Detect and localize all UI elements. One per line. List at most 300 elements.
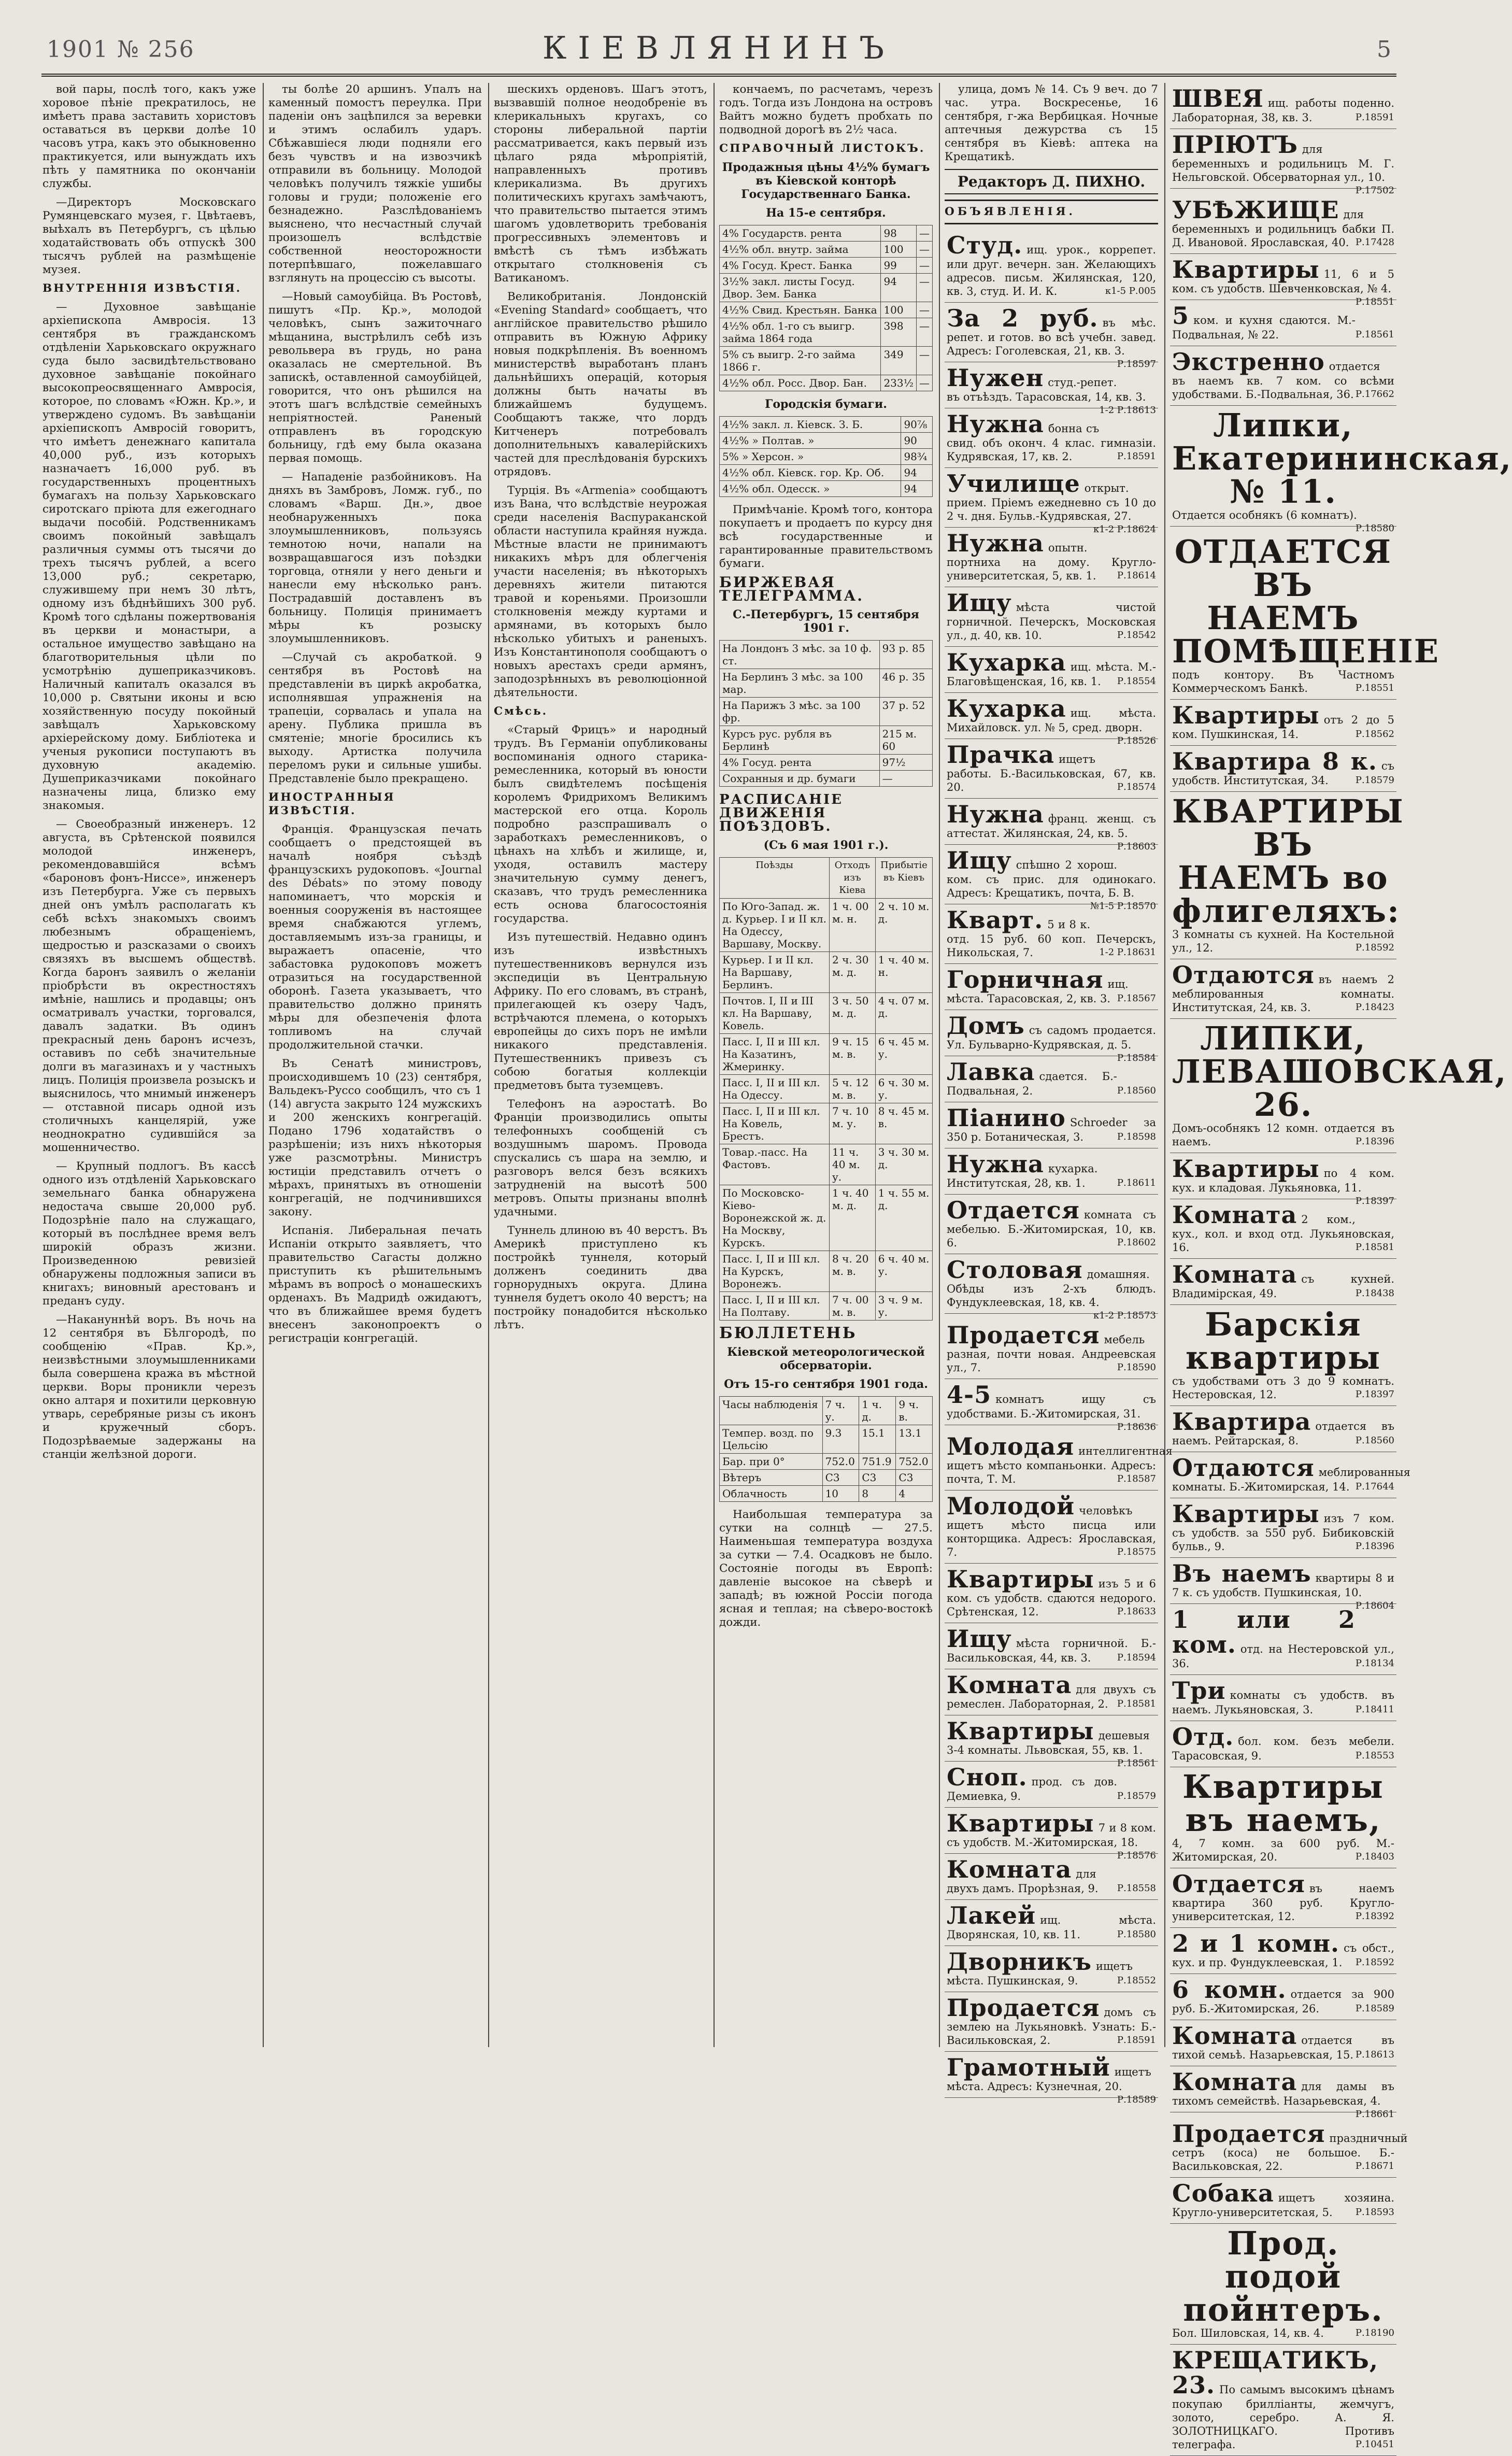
ad-code: Р.18561 <box>1355 329 1394 340</box>
table-cell: 11 ч. 40 м. у. <box>830 1144 876 1185</box>
ad-code: Р.18396 <box>1355 1136 1394 1147</box>
ad-text: мѣста чистой горничной. Печерскъ, Московская ул., д. 40, кв. 10. <box>947 601 1156 642</box>
ad-code: Р.18589 <box>1355 2003 1394 2014</box>
ad-text: Бол. Шиловская, 14, кв. 4. <box>1172 2327 1324 2339</box>
table-cell: 4½% Свид. Крестьян. Банка <box>720 302 881 318</box>
table-cell: 15.1 <box>859 1425 896 1454</box>
table-cell: 4% Госуд. Крест. Банка <box>720 258 881 274</box>
ad-text: съ обст., кух. и пр. Фундуклеевская, 1. <box>1172 1942 1394 1969</box>
table-cell: — <box>917 375 933 391</box>
table-cell: 97½ <box>879 755 932 771</box>
ad-keyword: Квартиры <box>1172 1155 1320 1183</box>
ad-keyword: Кухарка <box>947 648 1066 676</box>
ad-code: Р.18581 <box>1117 1698 1156 1709</box>
ad-keyword: 1 или 2 ком. <box>1172 1606 1356 1658</box>
ad-code: Р.18553 <box>1355 1750 1394 1761</box>
classified-ad <box>945 1379 1158 1432</box>
column-header: Отходъ изъ Кіева <box>830 858 876 899</box>
ad-code: Р.18411 <box>1355 1704 1394 1715</box>
classified-ad <box>1170 2066 1396 2120</box>
ad-keyword: Нужна <box>947 529 1044 557</box>
ad-keyword: Грамотный <box>947 2053 1110 2081</box>
train-row <box>720 1185 933 1251</box>
ad-keyword: Квартиры въ наемъ, <box>1182 1768 1384 1839</box>
classified-ad <box>1170 1675 1396 1721</box>
classified-ad <box>1170 189 1396 254</box>
train-row <box>720 899 933 952</box>
table-cell: 4½% обл. Росс. Двор. Бан. <box>720 375 881 391</box>
ad-text: въ наемъ квартира 360 руб. Кругло-университетская, 12. <box>1172 1882 1394 1923</box>
ad-code: Р.18551 <box>1355 683 1394 693</box>
table-cell: Курьер. I и II кл. На Варшаву, Берлинъ. <box>720 952 830 993</box>
ad-keyword: КРЕЩАТИКЪ, 23. <box>1172 2346 1378 2399</box>
table-cell: 1 ч. д. <box>859 1397 896 1425</box>
column-divider <box>714 83 715 2047</box>
ad-text: кухарка. Институтская, 28, кв. 1. <box>947 1162 1098 1189</box>
classified-ad <box>1170 129 1396 196</box>
article-text: Изъ путешествій. Недавно одинъ изъ извѣстныхъ путешественниковъ вернулся изъ экспедиціи въ Центральную Африку. По его словамъ, въ странѣ, прилегающей къ озеру Чадъ, встрѣчаются племена, о которыхъ европейцы до сихъ поръ не имѣли никакого представленія. Путешественникъ привезъ съ собою богатыя коллекціи предметовъ быта туземцевъ. <box>494 931 707 1092</box>
table-cell: 9.3 <box>822 1425 859 1454</box>
ad-text: отдается въ наемъ кв. 7 ком. со всѣми удобствами. Б.-Подвальная, 36. <box>1172 360 1394 401</box>
ad-text: подъ контору. Въ Частномъ Коммерческомъ Банкѣ. <box>1172 669 1394 694</box>
table-cell: Курсъ рус. рубля въ Берлинѣ <box>720 726 880 755</box>
ad-code: Р.18593 <box>1355 2207 1394 2218</box>
ad-code: Р.17644 <box>1355 1481 1394 1492</box>
table-cell: 99 <box>881 258 917 274</box>
ad-code: Р.18633 <box>1117 1606 1156 1617</box>
table-cell: 5 ч. 12 м. в. <box>830 1075 876 1103</box>
reference-title: СПРАВОЧНЫЙ ЛИСТОКЪ. <box>719 142 925 155</box>
table-cell: Бар. при 0° <box>720 1454 823 1470</box>
ad-code: Р.18589 <box>1117 2094 1156 2105</box>
table-cell: — <box>917 302 933 318</box>
meteo-row <box>720 1454 933 1470</box>
ad-keyword: Отд. <box>1172 1723 1234 1751</box>
classified-ad <box>945 1148 1158 1195</box>
table-cell: 94 <box>901 465 933 481</box>
classified-ad <box>945 647 1158 693</box>
ad-text: дешевыя 3-4 комнаты. Львовская, 55, кв. 1. <box>947 1729 1150 1756</box>
ad-code: Р.18397 <box>1355 1389 1394 1400</box>
ad-text: интеллигентная ищетъ мѣсто компаньонки. Адресъ: почта, Т. М. <box>947 1445 1173 1485</box>
classified-ad <box>945 1669 1158 1715</box>
table-cell: 5% » Херсон. » <box>720 449 901 465</box>
classified-ad <box>1170 2112 1408 2178</box>
ad-code: к1-2 Р.18624 <box>1093 524 1156 535</box>
column-3 <box>494 83 707 2052</box>
table-cell: 4½% обл. внутр. займа <box>720 242 881 258</box>
ad-code: 1-2 Р.18631 <box>1099 947 1156 958</box>
ad-code: Р.18190 <box>1355 2327 1394 2338</box>
classified-ad <box>945 1425 1173 1490</box>
ad-text: бол. ком. безъ мебели. Тарасовская, 9. <box>1172 1735 1394 1762</box>
ad-text: 7 и 8 ком. съ удобств. М.-Житомирская, 18. <box>947 1822 1156 1849</box>
ad-text: 3 комнаты съ кухней. На Костельной ул., 12. <box>1172 928 1394 954</box>
meteo-row <box>720 1425 933 1454</box>
meteo-date: Отъ 15-го сентября 1901 года. <box>724 1378 928 1391</box>
table-cell: Пасс. I, II и III кл. На Одессу. <box>720 1075 830 1103</box>
classified-ad <box>1170 1019 1507 1153</box>
bond-row <box>720 258 933 274</box>
classified-ad <box>945 845 1158 912</box>
ad-code: Р.18526 <box>1117 735 1156 746</box>
column-header: Поѣзды <box>720 858 830 899</box>
ad-keyword: Нужна <box>947 1150 1044 1178</box>
ad-text: ищ. работы поденно. Лабораторная, 38, кв. 3. <box>1172 97 1394 124</box>
table-cell: C3 <box>859 1470 896 1486</box>
ad-keyword: Нужна <box>947 800 1044 828</box>
ad-code: Р.18591 <box>1117 451 1156 462</box>
classified-ad <box>1170 700 1396 746</box>
ad-keyword: 2 и 1 комн. <box>1172 1929 1340 1957</box>
table-cell: 94 <box>881 274 917 302</box>
ad-keyword: Продается <box>947 1994 1100 2022</box>
meteo-title: БЮЛЛЕТЕНЬ <box>719 1324 857 1342</box>
ad-text: съ удобств. Институтская, 34. <box>1172 760 1394 787</box>
article-text: «Старый Фрицъ» и народный трудъ. Въ Германіи опубликованы воспоминанія одного старика-ремесленника, который въ юности былъ свидѣтелемъ посѣщенія королемъ Фридрихомъ Великимъ мастерской его отца. Король подробно разспрашивалъ о заработкахъ ремесленниковъ, о цѣнахъ на хлѣбъ и жилище, и, уходя, оставилъ мастеру значительную сумму денегъ, сказавъ, что трудъ ремесленника есть основа благосостоянія государства. <box>494 723 707 925</box>
ad-code: Р.18594 <box>1117 1652 1156 1663</box>
ad-text: съ кухней. Владимірская, 49. <box>1172 1273 1394 1300</box>
ad-keyword: Комната <box>1172 2068 1297 2096</box>
table-cell: — <box>917 318 933 347</box>
ad-keyword: Продается <box>1172 2120 1325 2148</box>
table-cell: 4 <box>896 1486 933 1502</box>
ad-code: Р.17662 <box>1355 389 1394 400</box>
city-bonds-title: Городскія бумаги. <box>765 397 887 411</box>
ad-keyword: 6 комн. <box>1172 1976 1287 2004</box>
ad-keyword: ПРІЮТЪ <box>1172 131 1298 159</box>
ads-list <box>945 230 1173 2105</box>
bond-row <box>720 318 933 347</box>
bond-row <box>720 302 933 318</box>
ads-title: ОБЪЯВЛЕНІЯ. <box>945 200 1158 224</box>
table-cell: 98¾ <box>901 449 933 465</box>
exchange-row <box>720 641 933 669</box>
ad-keyword: Горничная <box>947 966 1104 993</box>
ad-code: Р.18576 <box>1117 1850 1156 1861</box>
classified-ad <box>1170 1767 1396 1868</box>
train-row <box>720 1251 933 1292</box>
classified-ad <box>945 1946 1158 1992</box>
ad-keyword: За 2 руб. <box>947 304 1099 332</box>
classified-ad <box>1170 1452 1410 1498</box>
ad-keyword: Комната <box>1172 1260 1297 1288</box>
ad-text: спѣшно 2 хорош. ком. съ прис. для одинокаго. Адресъ: Крещатикъ, почта, Б. В. <box>947 859 1156 899</box>
schedule-subtitle: (Съ 6 мая 1901 г.). <box>763 839 889 852</box>
exchange-row <box>720 755 933 771</box>
classified-ad <box>1170 1259 1396 1305</box>
article-text: вой пары, послѣ того, какъ уже хоровое пѣніе прекратилось, не имѣетъ права заставить хористовъ оставаться въ церкви долѣе 10 часовъ утра, какъ это обыкновенно практикуется, или вынуждать ихъ пѣть у памятника по окончаніи службы. <box>42 83 256 190</box>
ad-text: бонна съ свид. объ оконч. 4 клас. гимназіи. Кудрявская, 17, кв. 2. <box>947 422 1156 463</box>
ad-code: Р.18560 <box>1117 1085 1156 1096</box>
column-5 <box>945 83 1173 2105</box>
table-cell: 4 ч. 07 м. д. <box>875 993 932 1034</box>
classified-ad <box>1170 1406 1396 1452</box>
ad-code: Р.18579 <box>1355 775 1394 786</box>
ad-keyword: Барскія квартиры <box>1185 1305 1381 1376</box>
ad-text: ищ. урок., коррепет. или друг. вечерн. зан. Желающихъ адресов. письм. Жилянская, 120, кв. 3, студ. И. И. К. <box>947 244 1156 297</box>
table-cell: 90 <box>901 433 933 449</box>
newspaper-title: КІЕВЛЯНИНЪ <box>542 30 896 66</box>
ad-code: Р.18587 <box>1117 1473 1156 1484</box>
bond-table <box>719 225 933 391</box>
table-cell: 3 ч. 50 м. д. <box>830 993 876 1034</box>
ad-code: Р.18580 <box>1355 523 1394 534</box>
ad-keyword: Квартиры <box>947 1565 1094 1593</box>
bond-row <box>720 375 933 391</box>
table-cell: 233½ <box>881 375 917 391</box>
bond-row <box>720 347 933 375</box>
ad-keyword: Комната <box>1172 1201 1297 1229</box>
classified-ad <box>1170 1604 1396 1675</box>
classified-ad <box>945 468 1158 535</box>
meteo-table <box>719 1396 933 1502</box>
ad-keyword: Комната <box>947 1671 1072 1699</box>
section-title-domestic: ВНУТРЕННІЯ ИЗВѢСТІЯ. <box>42 282 242 295</box>
table-cell: 100 <box>881 242 917 258</box>
table-cell: 7 ч. у. <box>822 1397 859 1425</box>
table-cell: 4½% » Полтав. » <box>720 433 901 449</box>
exchange-title: БИРЖЕВАЯ ТЕЛЕГРАММА. <box>719 574 864 604</box>
ad-keyword: Нужен <box>947 364 1044 392</box>
article-text: Телефонъ на аэростатѣ. Во Франціи производились опыты телефонныхъ сообщеній съ воздушнымъ шаромъ. Провода спускались съ шара на землю, и разговоръ велся безъ всякихъ затрудненій на высотѣ 500 метровъ. Опыты признаны вполнѣ удачными. <box>494 1098 707 1218</box>
table-cell: — <box>879 771 932 787</box>
ad-text: квартиры 8 и 7 к. съ удобств. Пушкинская, 10. <box>1172 1572 1395 1599</box>
ad-code: Р.18552 <box>1117 1975 1156 1986</box>
ad-text: Отдается особнякъ (6 комнатъ). <box>1172 509 1357 521</box>
table-cell: 10 <box>822 1486 859 1502</box>
table-cell: 6 ч. 30 м. у. <box>875 1075 932 1103</box>
table-cell: На Парижъ 3 мѣс. за 100 фр. <box>720 698 880 726</box>
bond-row <box>720 242 933 258</box>
ad-text: комнаты съ удобств. въ наемъ. Лукьяновская, 3. <box>1172 1689 1394 1716</box>
classified-ad <box>1170 406 1512 534</box>
ads-list <box>1170 83 1512 2456</box>
ad-text: ищ. мѣста. М.-Благовѣщенская, 16, кв. 1. <box>947 661 1156 688</box>
article-text: шескихъ орденовъ. Шагъ этотъ, вызвавшій полное неодобреніе въ клерикальныхъ кругахъ, со стороны либеральной партіи рассматривается, какъ первый изъ цѣлаго ряда мѣропріятій, направленныхъ противъ клерикализма. Въ другихъ политическихъ кругахъ замѣчаютъ, что правительство пытается этимъ шагомъ удовлетворить требованія прогрессивныхъ элементовъ и вмѣстѣ съ тѣмъ избѣжать открытаго столкновенія съ Ватиканомъ. <box>494 83 707 285</box>
ad-text: въ наемъ 2 меблированныя комнаты. Институтская, 24, кв. 3. <box>1172 973 1394 1014</box>
classified-ad <box>945 528 1158 587</box>
table-cell: Вѣтеръ <box>720 1470 823 1486</box>
masthead <box>41 27 1396 77</box>
ad-code: Р.18590 <box>1117 1362 1156 1373</box>
train-row <box>720 1034 933 1075</box>
ad-keyword: Квартиры <box>1172 701 1320 729</box>
table-cell: 4½% закл. л. Кіевск. З. Б. <box>720 417 901 433</box>
table-cell: На Берлинъ 3 мѣс. за 100 мар. <box>720 669 880 698</box>
meteo-note: Наибольшая температура за сутки на солнцѣ — 27.5. Наименьшая температура воздуха за сутки — 7.4. Осадковъ не было. Состояніе погоды въ Европѣ: давленіе высокое на сѣверѣ и западѣ; въ южной Россіи погода ясная и теплая; на сѣверо-востокѣ дожди. <box>719 1508 933 1629</box>
ad-keyword: Ищу <box>947 1625 1012 1653</box>
ad-text: мѣста горничной. Б.-Васильковская, 44, кв. 3. <box>947 1637 1156 1664</box>
ad-code: Р.18591 <box>1355 112 1394 123</box>
table-cell: 4½% обл. Одесск. » <box>720 481 901 497</box>
ad-text: съ удобствами отъ 3 до 9 комнатъ. Нестеровская, 12. <box>1172 1375 1394 1401</box>
classified-ad <box>945 1992 1158 2052</box>
ad-keyword: Квартиры <box>947 1717 1094 1745</box>
table-cell: 1 ч. 40 м. д. <box>830 1185 876 1251</box>
table-cell: 3 ч. 9 м. у. <box>875 1292 932 1321</box>
ad-text: Schroeder за 350 р. Ботаническая, 3. <box>947 1116 1156 1143</box>
ad-text: 4, 7 комн. за 600 руб. М.-Житомирская, 20. <box>1172 1837 1394 1863</box>
ad-text: отд. на Нестеровской ул., 36. <box>1172 1643 1394 1670</box>
table-cell: 3½% закл. листы Госуд. Двор. Зем. Банка <box>720 274 881 302</box>
train-row <box>720 1144 933 1185</box>
column-divider <box>939 83 940 2047</box>
ad-text: для двухъ дамъ. Прорѣзная, 9. <box>947 1868 1099 1895</box>
ad-keyword: Кварт. <box>947 906 1044 934</box>
ad-keyword: Молодая <box>947 1432 1075 1460</box>
classified-ad <box>945 693 1158 746</box>
ad-text: мебель разная, почти новая. Андреевская ул., 7. <box>947 1333 1156 1374</box>
table-cell: 6 ч. 40 м. у. <box>875 1251 932 1292</box>
table-cell: По Юго-Запад. ж. д. Курьер. I и II кл. На Одессу, Варшаву, Москву. <box>720 899 830 952</box>
ad-keyword: Домъ <box>947 1012 1025 1040</box>
ad-keyword: Отдается <box>947 1196 1080 1224</box>
ad-keyword: УБѢЖИЩЕ <box>1172 196 1339 224</box>
ad-keyword: Лавка <box>947 1058 1035 1086</box>
ad-keyword: Квартиры <box>1172 255 1320 283</box>
ad-text: для беременныхъ и родильницъ бабки П. Д. Ивановой. Ярославская, 40. <box>1172 208 1394 249</box>
column-6 <box>1170 83 1512 2451</box>
table-cell: C3 <box>896 1470 933 1486</box>
table-cell: 5% съ выигр. 2-го займа 1866 г. <box>720 347 881 375</box>
column-divider <box>488 83 489 2047</box>
ad-keyword: Отдается <box>1172 1870 1305 1898</box>
column-1 <box>42 83 256 2052</box>
ad-text: меблированныя комнаты. Б.-Житомирская, 14. <box>1172 1466 1410 1493</box>
editor-line: Редакторъ Д. ПИХНО. <box>945 169 1158 194</box>
classified-ad <box>1170 1199 1396 1259</box>
table-cell: C3 <box>822 1470 859 1486</box>
table-cell: 90⅞ <box>901 417 933 433</box>
article-text: — Своеобразный инженеръ. 12 августа, въ Срѣтенской появился молодой инженеръ, рекомендовавшійся всѣмъ «бароновъ фонъ-Ниссе», инженеръ изъ Петербурга. Уже съ первыхъ дней онъ умѣлъ располагать къ себѣ всѣхъ знакомыхъ своимъ любезнымъ обращеніемъ, щедростью и разсказами о своихъ связяхъ въ высшемъ обществѣ. Когда баронъ заявилъ о желаніи пріобрѣсти въ окрестностяхъ имѣніе, нашлись и продавцы; онъ осматривалъ участки, торговался, давалъ задатки. Въ одинъ прекрасный день баронъ исчезъ, оставивъ по себѣ значительные долги въ магазинахъ и у частныхъ лицъ. Полиція произвела розыскъ и выяснилось, что мнимый инженеръ — отставной писарь одной изъ столичныхъ канцелярій, уже неоднократно судившійся за мошенничество. <box>42 818 256 1154</box>
ad-keyword: ЛИПКИ, ЛЕВАШОВСКАЯ, 26. <box>1172 1019 1507 1124</box>
ad-text: По самымъ высокимъ цѣнамъ покупаю брилліанты, жемчугъ, золото, серебро. А. Я. ЗОЛОТНИЦКАГО. Противъ телеграфа. <box>1172 2383 1394 2451</box>
ad-code: Р.18604 <box>1355 1600 1394 1611</box>
ad-keyword: ОТДАЕТСЯ ВЪ НАЕМЪ ПОМѢЩЕНІЕ <box>1172 533 1440 670</box>
ad-text: праздничный сетръ (коса) не большое. Б.-Васильковская, 22. <box>1172 2132 1408 2173</box>
classified-ad <box>945 1808 1158 1861</box>
table-cell: 37 р. 52 <box>879 698 932 726</box>
ad-code: Р.18591 <box>1117 2035 1156 2046</box>
article-text: улица, домъ № 14. Съ 9 веч. до 7 час. утра. Воскресенье, 16 сентября, г-жа Вербицкая. Ночные аптечныя дежурства съ 15 сентября въ Кіевѣ: аптека на Крещатикѣ. <box>945 83 1158 163</box>
ad-keyword: Квартиры <box>1172 1500 1320 1528</box>
ad-text: опытн. портниха на дому. Кругло-университетская, 5, кв. 1. <box>947 542 1156 582</box>
ad-code: Р.18579 <box>1117 1791 1156 1801</box>
issue-number: 1901 № 256 <box>47 36 195 63</box>
train-row <box>720 952 933 993</box>
article-text: Великобританія. Лондонскій «Evening Standard» сообщаетъ, что англійское правительство рѣшило отправить въ Южную Африку новыя подкрѣпленія. Въ военномъ министерствѣ выработанъ планъ дальнѣйшихъ операцій, которыя должны быть начаты въ ближайшемъ будущемъ. Сообщаютъ также, что лордъ Китченеръ потребовалъ дополнительныхъ кавалерійскихъ частей для преслѣдованія бурскихъ отрядовъ. <box>494 290 707 478</box>
ad-keyword: Квартира 8 к. <box>1172 747 1377 775</box>
classified-ad <box>945 408 1158 468</box>
classified-ad <box>1170 2224 1396 2345</box>
table-cell: Пасс. I, II и III кл. На Казатинъ, Жмеринку. <box>720 1034 830 1075</box>
ad-keyword: ШВЕЯ <box>1172 84 1264 112</box>
ad-code: Р.18134 <box>1355 1658 1394 1669</box>
table-cell: 8 ч. 45 м. в. <box>875 1103 932 1144</box>
ad-text: отдается въ тихой семьѣ. Назарьевская, 15. <box>1172 2034 1394 2061</box>
table-cell: 752.0 <box>896 1454 933 1470</box>
classified-ad <box>1170 1498 1396 1558</box>
ad-keyword: Квартира <box>1172 1408 1311 1436</box>
ad-code: Р.18567 <box>1117 993 1156 1004</box>
ad-code: Р.18560 <box>1355 1435 1394 1446</box>
exchange-table <box>719 640 933 787</box>
ad-code: Р.18661 <box>1355 2109 1394 2120</box>
article-text: —Случай съ акробаткой. 9 сентября въ Ростовѣ на представленіи въ циркѣ акробатка, исполнявшая упражненія на трапеціи, сорвалась и упала на арену. Публика пришла въ смятеніе; многіе бросились къ выходу. Артистка получила переломъ руки и сильные ушибы. Представленіе было прекращено. <box>268 651 482 785</box>
column-divider <box>1164 83 1165 2047</box>
classified-ad <box>1170 959 1396 1019</box>
ad-keyword: КВАРТИРЫ ВЪ НАЕМЪ во флигеляхъ: <box>1172 792 1404 930</box>
ad-text: для дамы въ тихомъ семействѣ. Назарьевская, 4. <box>1172 2080 1394 2107</box>
exchange-row <box>720 669 933 698</box>
article-text: Испанія. Либеральная печать Испаніи открыто заявляетъ, что правительство Сагасты должно приступить къ рѣшительнымъ мѣрамъ въ вопросѣ о монашескихъ орденахъ. Въ Мадридѣ ожидаютъ, что въ ближайшее время будетъ внесенъ законопроектъ о регистраціи конгрегацій. <box>268 1224 482 1345</box>
ad-code: Р.18614 <box>1117 570 1156 581</box>
classified-ad <box>945 1490 1158 1564</box>
meteo-row <box>720 1397 933 1425</box>
ad-code: Р.18613 <box>1355 2049 1394 2060</box>
ad-text: открыт. прием. Пріемъ ежедневно съ 10 до 2 ч. дня. Бульв.-Кудрявская, 27. <box>947 482 1156 522</box>
ad-text: прод. съ дов. Демиевка, 9. <box>947 1776 1117 1802</box>
column-2 <box>268 83 482 2052</box>
city-bond-row <box>720 433 933 449</box>
meteo-row <box>720 1486 933 1502</box>
classified-ad <box>1170 1305 1396 1406</box>
ad-code: Р.18438 <box>1355 1288 1394 1299</box>
table-cell: Темпер. возд. по Цельсію <box>720 1425 823 1454</box>
ad-keyword: Продается <box>947 1321 1100 1349</box>
table-cell: 751.9 <box>859 1454 896 1470</box>
table-cell: 4% Государств. рента <box>720 225 881 242</box>
ad-text: по 4 ком. кух. и кладовая. Лукьяновка, 11. <box>1172 1167 1394 1194</box>
ad-code: Р.17428 <box>1355 237 1394 248</box>
ad-keyword: Комната <box>1172 2022 1297 2050</box>
table-cell: 1 ч. 40 м. н. <box>875 952 932 993</box>
table-cell: 7 ч. 10 м. у. <box>830 1103 876 1144</box>
ad-code: Р.18671 <box>1355 2161 1394 2171</box>
ad-keyword: Отдаются <box>1172 961 1315 989</box>
city-bond-row <box>720 449 933 465</box>
bond-row <box>720 225 933 242</box>
classified-ad <box>945 1195 1158 1254</box>
exchange-row <box>720 698 933 726</box>
table-cell: 215 м. 60 <box>879 726 932 755</box>
classified-ad <box>945 1314 1158 1379</box>
train-row <box>720 1075 933 1103</box>
ad-code: Р.18603 <box>1117 841 1156 852</box>
city-bond-row <box>720 481 933 497</box>
ad-text: ищетъ работы. Б.-Васильковская, 67, кв. 20. <box>947 753 1156 793</box>
table-cell: 93 р. 85 <box>879 641 932 669</box>
ad-code: Р.18611 <box>1117 1177 1156 1188</box>
article-text: Туннель длиною въ 40 верстъ. Въ Америкѣ приступлено къ постройкѣ туннеля, который долженъ соединить два горнорудныхъ округа. Длина туннеля будетъ около 40 верстъ; на постройку понадобится нѣсколько лѣтъ. <box>494 1224 707 1331</box>
article-text: кончаемъ, по расчетамъ, черезъ годъ. Тогда изъ Лондона на островъ Вайтъ можно будетъ пробхать по подводной дорогѣ въ 2½ часа. <box>719 83 933 136</box>
classified-ad <box>1170 527 1440 700</box>
ad-text: комнатъ ищу съ удобствами. Б.-Житомирская, 31. <box>947 1393 1156 1420</box>
table-cell: 9 ч. 15 м. в. <box>830 1034 876 1075</box>
classified-ad <box>1170 2020 1396 2066</box>
classified-ad <box>945 904 1158 964</box>
ad-keyword: Нужна <box>947 410 1044 438</box>
ad-text: Домъ-особнякъ 12 комн. отдается въ наемъ. <box>1172 1122 1394 1148</box>
table-cell: — <box>917 225 933 242</box>
classified-ad <box>945 1623 1158 1669</box>
ad-text: ищетъ мѣста. Пушкинская, 9. <box>947 1960 1133 1987</box>
ad-text: для беременныхъ и родильницъ М. Г. Нельговской. Обсерваторная ул., 10. <box>1172 143 1394 183</box>
ad-code: Р.18396 <box>1355 1541 1394 1552</box>
ad-text: 5 и 8 к. отд. 15 руб. 60 коп. Печерскъ, Никольская, 7. <box>947 918 1156 959</box>
table-cell: Товар.-пасс. На Фастовъ. <box>720 1144 830 1185</box>
